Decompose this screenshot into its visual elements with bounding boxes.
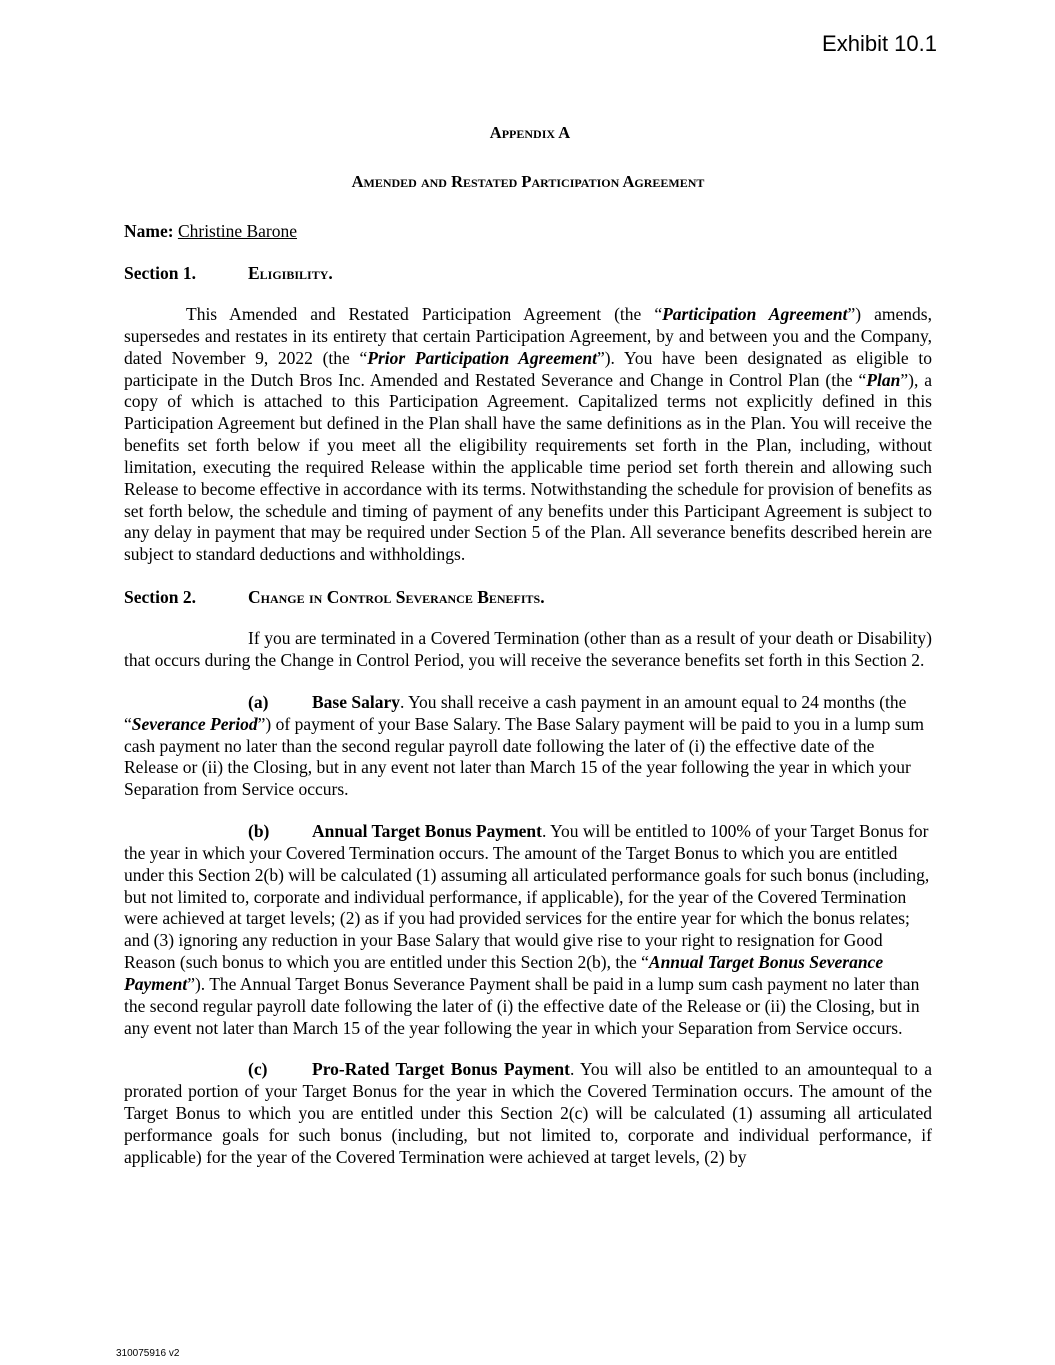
text-run: ”). The Annual Target Bonus Severance Payment shall be paid in a lump sum cash payment no later than the second regular payroll date following the later of (i) the effective date of the Release or (ii) the Closing, but in any event not later than March 15 of the year following the year in which your Separation from Service occurs. [124,973,920,1038]
document-body [124,122,932,1169]
subsection-b-title: Annual Target Bonus Payment [312,821,542,842]
section-1-number: Section 1. [124,263,196,283]
defined-term: Annual Target Bonus Severance Payment [124,952,884,994]
defined-term: Prior Participation Agreement [367,347,597,368]
subsection-a-title: Base Salary [312,691,400,712]
text-run: ”), a copy of which is attached to this Participation Agreement. Capitalized terms not explicitly defined in this Participation Agreement but defined in the Plan shall have the same definitions as in the Plan. You will receive the benefits set forth below if you meet all the eligibility requirements set forth in the Plan, including, without limitation, executing the required Release within the applicable time period set forth therein and allowing such Release to become effective in accordance with its terms. Notwithstanding the schedule for provision of benefits as set forth below, the schedule and timing of payment of any benefits under this Participant Agreement is subject to any delay in payment that may be required under Section 5 of the Plan. All severance benefits described herein are subject to standard deductions and withholdings. [124,369,932,565]
exhibit-label: Exhibit 10.1 [822,31,937,56]
subsection-b-label: (b) [248,821,270,842]
text-run: . You will be entitled to 100% of your Target Bonus for the year in which your Covered Termination occurs. The amount of the Target Bonus to which you are entitled under this Section 2(b) will be calculated (1) assuming all articulated performance goals for such bonus (including, but not limited to, corporate and individual performance, if applicable), for the year of the Covered Termination were achieved at target levels; (2) as if you had provided services for the entire year for which the bonus relates; and (3) ignoring any reduction in your Base Salary that would give rise to your right to resignation for Good Reason (such bonus to which you are entitled under this Section 2(b), the “ [124,821,930,973]
defined-term: Severance Period [131,713,258,734]
defined-term: Participation Agreement [662,304,848,324]
section-1-title: Eligibility. [248,263,333,283]
subsection-b [124,821,932,1039]
subsection-c-title: Pro-Rated Target Bonus Payment [312,1059,570,1080]
section-2-heading [124,586,932,608]
section-2-number: Section 2. [124,587,196,608]
subsection-c-label: (c) [248,1059,268,1080]
text-run: ”) amends, supersedes and restates in its entirety that certain Participation Agreement, by and between you and the Company, dated November 9, 2022 (the “ [124,304,932,368]
text-run: This Amended and Restated Participation Agreement (the “ [186,304,663,324]
name-value: Christine Barone [177,221,298,241]
text-run: ”) of payment of your Base Salary. The Base Salary payment will be paid to you in a lump sum cash payment no later than the second regular payroll date following the later of (i) the effective date of the Release or (ii) the Closing, but in any event not later than March 15 of the year following the year in which your Separation from Service occurs. [124,713,924,800]
agreement-title: Amended and Restated Participation Agreement [351,172,705,191]
defined-term: Plan [866,369,901,390]
appendix-title: Appendix A [489,123,571,142]
section-2-intro: If you are terminated in a Covered Termination (other than as a result of your death or Disability) that occurs during the Change in Control Period, you will receive the severance benefits set forth in this Section 2. [124,628,932,670]
subsection-a [124,692,932,801]
section-1-heading [124,262,932,284]
section-1-paragraph [124,304,932,566]
text-run: ”). You have been designated as eligible to participate in the Dutch Bros Inc. Amended and Restated Severance and Change in Control Plan (the “ [124,347,932,390]
subsection-a-label: (a) [248,691,269,712]
subsection-c [124,1059,932,1168]
section-2-title: Change in Control Severance Benefits. [248,587,545,608]
text-run: . You will also be entitled to an amountequal to a prorated portion of your Target Bonus for the year in which the Covered Termination occurs. The amount of the Target Bonus to which you are entitled under this Section 2(c) will be calculated (1) assuming all articulated performance goals for such bonus (including, but not limited to, corporate and individual performance, if applicable) for the year of the Covered Termination were achieved at target levels, (2) by [124,1059,932,1167]
document-id-footer: 310075916 v2 [116,1348,180,1359]
name-line [124,220,932,242]
name-label: Name: [124,221,174,241]
text-run: . You shall receive a cash payment in an amount equal to 24 months (the “ [124,691,907,734]
